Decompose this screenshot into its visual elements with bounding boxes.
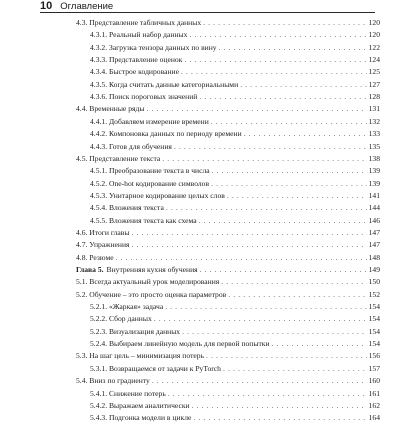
dot-leader [181, 66, 367, 78]
toc-entry [76, 350, 380, 362]
toc-entry-page: 122 [368, 42, 380, 52]
dot-leader [174, 141, 367, 153]
toc-entry-title: 4.3.2. Загрузка тензора данных по вину [90, 42, 217, 52]
toc-entry-page: 120 [368, 18, 380, 27]
toc-entry [90, 363, 380, 375]
toc-entry-title: 4.5.3. Унитарное кодирование целых слов [90, 190, 225, 200]
toc-entry [90, 400, 380, 412]
toc-entry-title: 4.4.1. Добавляем измерение времени [90, 116, 209, 126]
toc-entry-page: 135 [368, 141, 380, 151]
toc-entry-page: 149 [368, 265, 380, 274]
dot-leader [211, 116, 367, 128]
toc-entry-page: 138 [368, 153, 380, 163]
toc-entry-page: 128 [368, 92, 380, 102]
toc-entry [90, 178, 380, 190]
toc-entry-page: 146 [368, 215, 380, 225]
toc-entry-page: 162 [368, 400, 380, 410]
toc-entry [76, 375, 380, 387]
dot-leader [244, 128, 367, 140]
dot-leader [223, 363, 367, 375]
toc-chapter-entry [76, 264, 380, 276]
toc-entry-page: 154 [368, 326, 380, 336]
toc-entry-title: 5.2. Обучение – это просто оценка параметров [76, 289, 227, 299]
toc-entry-title: 5.2.3. Визуализация данных [90, 326, 181, 336]
toc-entry-title: 5.1. Всегда актуальный урок моделирования [76, 277, 220, 287]
toc-entry-title: 4.3.3. Представление оценок [90, 55, 183, 65]
dot-leader [166, 202, 367, 214]
toc-entry-title: 5.3. На шаг цель – минимизация потерь [76, 351, 205, 361]
dot-leader [131, 227, 366, 239]
toc-entry-title: 5.2.2. Сбор данных [90, 314, 152, 324]
toc-entry-title: 5.2.4. Выбираем линейную модель для первой попытки [90, 339, 270, 349]
dot-leader [116, 252, 367, 264]
dot-leader [240, 79, 366, 91]
toc-entry-title: 4.8. Резюме [76, 252, 114, 262]
toc-entry-title: Внутренняя кухня обучения [106, 265, 198, 274]
toc-entry-page: 132 [368, 116, 380, 126]
toc-entry [90, 66, 380, 78]
toc-entry-page: 141 [368, 190, 380, 200]
toc-entry-page: 144 [368, 203, 380, 213]
dot-leader [189, 29, 366, 41]
toc-entry-page: 156 [368, 351, 380, 361]
toc-entry-page: 160 [368, 376, 380, 386]
toc-entry-page: 147 [368, 240, 380, 250]
dot-leader [182, 326, 367, 338]
toc-entry [90, 79, 380, 91]
toc-entry [90, 215, 380, 227]
page-number: 10 [40, 0, 53, 12]
toc-entry [76, 239, 380, 251]
dot-leader [211, 178, 367, 190]
dot-leader [184, 54, 366, 66]
dot-leader [132, 239, 367, 251]
toc-entry [90, 165, 380, 177]
toc-entry [90, 190, 380, 202]
dot-leader [272, 338, 367, 350]
chapter-label: Глава 5. [76, 265, 104, 274]
toc-entry-page: 147 [368, 227, 380, 237]
toc-entry-title: 4.5.5. Вложения текста как схема [90, 215, 197, 225]
toc-entry [76, 252, 380, 264]
toc-entry-page: 148 [368, 252, 380, 262]
toc-entry-title: 5.2.1. «Жаркая» задача [90, 302, 164, 312]
dot-leader [193, 412, 366, 424]
toc-entry-title: 5.4. Вниз по градиенту [76, 376, 150, 386]
toc-entry-title: 4.3.6. Поиск пороговых значений [90, 92, 198, 102]
dot-leader [228, 289, 366, 301]
toc-entry [90, 141, 380, 153]
toc-entry-page: 150 [368, 277, 380, 287]
toc-entry-title: 4.4.3. Готов для обучения [90, 141, 172, 151]
toc-entry-title: 4.3. Представление табличных данных [76, 18, 202, 27]
toc-entry [90, 202, 380, 214]
toc-entry-title: 5.4.1. Снижение потерь [90, 388, 166, 398]
dot-leader [212, 165, 367, 177]
toc-entry [76, 227, 380, 239]
toc-entry-title: 4.4. Временные ряды [76, 104, 145, 114]
toc-entry-page: 139 [368, 166, 380, 176]
toc-entry-page: 125 [368, 67, 380, 77]
dot-leader [162, 153, 366, 165]
toc-entry [90, 128, 380, 140]
toc-entry-page: 154 [368, 302, 380, 312]
dot-leader [146, 103, 366, 115]
dot-leader [168, 388, 367, 400]
dot-leader [165, 301, 366, 313]
toc-entry [90, 388, 380, 400]
toc-entry-page: 131 [368, 104, 380, 114]
toc-entry [76, 17, 380, 29]
toc-entry-page: 120 [368, 30, 380, 40]
toc-entry-page: 154 [368, 339, 380, 349]
toc-entry-title: 4.5.1. Преобразование текста в числа [90, 166, 210, 176]
toc-entry-title: 4.5.2. One-hot кодирование символов [90, 178, 210, 188]
dot-leader [200, 264, 367, 276]
toc-entry [76, 276, 380, 288]
toc-entry-page: 133 [368, 129, 380, 139]
toc-entry [90, 42, 380, 54]
toc-entry-page: 154 [368, 314, 380, 324]
toc-entry [90, 338, 380, 350]
toc-entry-title: 4.5. Представление текста [76, 153, 161, 163]
toc-entry [90, 313, 380, 325]
dot-leader [219, 42, 367, 54]
toc-entry-page: 157 [368, 363, 380, 373]
toc-entry [90, 54, 380, 66]
toc-entry [90, 301, 380, 313]
dot-leader [154, 313, 367, 325]
toc-entry [76, 103, 380, 115]
toc-entry-page: 124 [368, 55, 380, 65]
toc-entry-title: 4.5.4. Вложения текста [90, 203, 164, 213]
toc-entry-title: 5.4.2. Выражаем аналитически [90, 400, 190, 410]
toc-entry-title: 4.6. Итоги главы [76, 227, 130, 237]
toc-entry [90, 29, 380, 41]
dot-leader [192, 400, 367, 412]
toc-entry-title: 4.4.2. Компоновка данных по периоду времени [90, 129, 242, 139]
dot-leader [199, 91, 366, 103]
toc-entry-title: 5.4.3. Подгонка модели в цикле [90, 413, 192, 423]
running-head-title: Оглавление [60, 1, 114, 12]
toc-entry-page: 152 [368, 289, 380, 299]
toc-entry [90, 412, 380, 424]
toc-entry-page: 139 [368, 178, 380, 188]
dot-leader [221, 276, 366, 288]
toc-entry-page: 164 [368, 413, 380, 423]
dot-leader [203, 17, 366, 29]
toc-entry-page: 127 [368, 79, 380, 89]
toc-entry-page: 161 [368, 388, 380, 398]
toc-entry-title: 4.3.1. Реальный набор данных [90, 30, 188, 40]
toc-entry-title: 4.3.5. Когда считать данные категориальными [90, 79, 239, 89]
dot-leader [227, 190, 367, 202]
toc-entry [90, 116, 380, 128]
toc-entry [90, 326, 380, 338]
dot-leader [206, 350, 367, 362]
toc-entry-title: 4.7. Упражнения [76, 240, 130, 250]
dot-leader [152, 375, 367, 387]
toc-entry [90, 91, 380, 103]
toc-entry-title: 4.3.4. Быстрое кодирование [90, 67, 179, 77]
toc-entry [76, 289, 380, 301]
dot-leader [199, 215, 367, 227]
toc-entry [76, 153, 380, 165]
toc-entry-title: 5.3.1. Возвращаемся от задачи к PyTorch [90, 363, 221, 373]
